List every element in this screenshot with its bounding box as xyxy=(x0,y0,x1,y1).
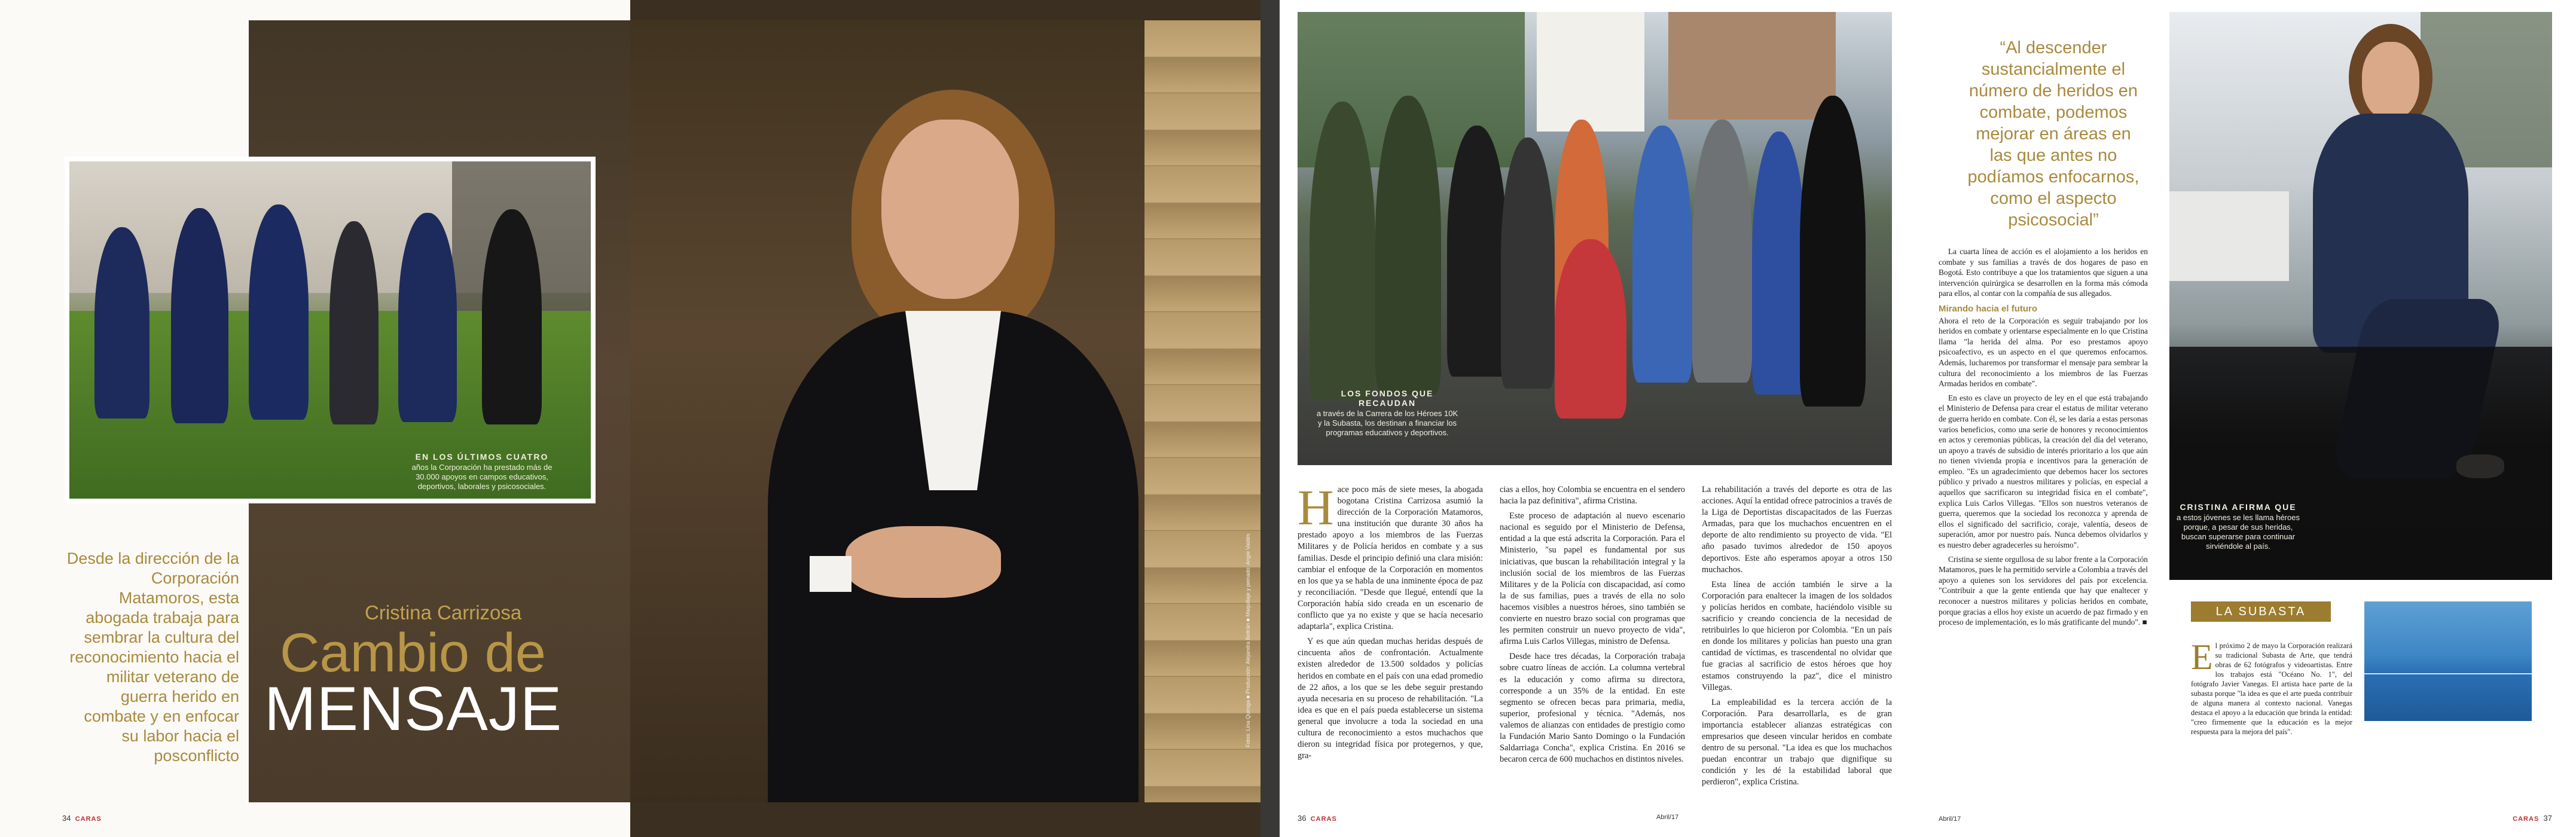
col2-p1: cias a ellos, hoy Colombia se encuentra en el sendero hacia la paz definitiva", afirma Cristina. xyxy=(1500,485,1685,506)
headline-line2: MENSAJE xyxy=(264,674,563,744)
issue-date: Abril/17 xyxy=(1939,815,1961,823)
runner-3 xyxy=(1447,126,1507,377)
sidebar-text: l próximo 2 de mayo la Corporación realizará su tradicional Subasta de Arte, que tendrá obras de 62 fotógrafos y videoartistas. Entre los trabajos está "Océano No. 1", del fotógrafo Javier Vanegas. El artista hace parte de la subasta porque "la idea es que el arte pueda contribuir de alguna manera al contexto nacional. Vanegas destaca el apoyo a la educación que brinda la entidad: "creo firmemente que la educación es la mejor respuesta para la mejora del país". xyxy=(2191,642,2352,736)
person-5 xyxy=(398,213,457,422)
page-35 xyxy=(630,0,1260,837)
column-1 xyxy=(1939,246,2148,631)
group-photo-caption xyxy=(404,452,560,491)
column-3 xyxy=(1702,484,1892,792)
col3-p1: La rehabilitación a través del deporte es otra de las acciones. Aquí la entidad ofrece patrocinios a través de la Liga de Deportistas discapacitados de las Fuerzas Armadas, para que los muchachos encuentren en el deporte de alto rendimiento su proyecto de vida. "El año pasado tuvimos alrededor de 150 apoyos deportivos. Este año esperamos apoyar a otros 150 muchachos. xyxy=(1702,485,1892,575)
col3-p3: La empleabilidad es la tercera acción de la Corporación. Para desarrollarla, es de gran importancia establecer alianzas estratégicas con empresarios que deseen vincular heridos en combate dentro de su personal. "La idea es que los muchachos puedan encontrar un trabajo que dignifique su condición y les dé la estabilidad laboral que perdieron", explica Cristina. xyxy=(1702,697,1892,787)
person-1 xyxy=(94,227,149,418)
col1-p1: La cuarta línea de acción es el alojamiento a los heridos en combate y sus familias a través de dos hogares de paso en Bogotá. Esto contribuye a que los tratamientos que siguen a una intervención quirúrgica se desarrollen en la forma más cómoda para ellos, al contar con la compañía de sus allegados. xyxy=(1939,247,2148,298)
portrait-face xyxy=(2362,42,2419,120)
issue-date: Abril/17 xyxy=(1656,814,1679,821)
col1-p2: Ahora el reto de la Corporación es seguir trabajando por los heridos en combate y orientarse especialmente en lo que Cristina llama "la herida del alma. Por eso prestamos apoyo psicoafectivo, es un aspecto en el que queremos enfocarnos. Además, lucharemos por transformar el mensaje para sembrar la cultura del reconocimiento a los miembros de las Fuerzas Armadas heridos en combate". xyxy=(1939,316,2148,389)
ocean-artwork-photo xyxy=(2364,601,2532,721)
close-quote-mark: ” xyxy=(2093,210,2099,230)
seated-portrait-photo xyxy=(2169,12,2552,580)
runner-1 xyxy=(1310,102,1375,401)
caption-head: CRISTINA AFIRMA QUE xyxy=(2180,502,2297,512)
page-37 xyxy=(1910,0,2576,837)
portrait-face xyxy=(881,120,1019,299)
col1-p3: En esto es clave un proyecto de ley en el que está trabajando el Ministerio de Defensa para crear el estatus de militar veterano de guerra herido en combate. Con él, se les daría a estas personas varios beneficios, como una serie de honores y reconocimientos en actos y ceremonias públicas, la creación del día del veterano, un apoyo a través de subsidio de interés prioritario a los que aún no tienen vivienda propia e incentivos para la generación de empleo. "Es un agradecimiento que debemos hacer los sectores público y privado a nuestros militares y policías, en especial a aquellos que sacrificaron su integridad física en el combate", explica Luis Carlos Villegas. "Ellos son nuestros veteranos de guerra, queremos que la sociedad los reconozca y aprenda de ellos el significado del sacrificio, coraje, valentía, deseos de superación, amor por nuestro país. Nunca debemos olvidarlos y es nuestro deber agradecerles su heroísmo". xyxy=(1939,393,2148,550)
building-right xyxy=(1668,12,1836,120)
person-4 xyxy=(329,221,379,424)
race-group-photo xyxy=(1298,12,1892,465)
sidebar-drop-cap: E xyxy=(2191,637,2213,677)
column-2 xyxy=(1500,484,1685,769)
col1-p4: Cristina se siente orgullosa de su labor frente a la Corporación Matamoros, pues le ha permitido servirle a Colombia a través del apoyo a quienes son los servidores del país por excelencia. "Contribuir a que la gente entienda que hay que enaltecer y reconocer a nuestros militares y policías heridos en combate, porque gracias a ellos hoy existe un acuerdo de paz firmado y en proceso de implementación, es lo más gratificante del mundo". ■ xyxy=(1939,554,2148,627)
race-photo-caption xyxy=(1316,389,1459,438)
caption-body: años la Corporación ha prestado más de 30.000 apoyos en campos educativos, deportivos, laborales y psicosociales. xyxy=(411,463,553,491)
naval-officer xyxy=(1800,96,1866,407)
runner-6 xyxy=(1632,126,1692,383)
page-number: 37 xyxy=(2543,814,2552,823)
page-34 xyxy=(0,0,630,837)
folio xyxy=(1939,814,2552,823)
person-3 xyxy=(249,204,309,420)
sidebar-label: LA SUBASTA xyxy=(2191,601,2331,622)
pull-quote xyxy=(1964,37,2143,231)
runner-2 xyxy=(1375,96,1441,395)
portrait-cuff xyxy=(810,556,851,592)
col1-p2: Y es que aún quedan muchas heridas después de cincuenta años de confrontación. Actualmente existen alrededor de 13.500 soldados y policías heridos en combate en el país con una edad promedio de 22 años, a los que se les debe seguir prestando ayuda necesaria en su proceso de rehabilitación. "La idea es que en el país pueda establecerse un sistema general que involucre a toda la sociedad en una cultura de reconocimiento a estos muchachos que dieron su integridad física por protegernos, y que, gra- xyxy=(1298,637,1483,761)
magazine-brand: CARAS xyxy=(1310,815,1337,823)
group-photo xyxy=(65,157,596,503)
bus xyxy=(2169,191,2289,281)
runner-7 xyxy=(1692,120,1752,383)
col3-p2: Esta línea de acción también le sirve a la Corporación para enaltecer la imagen de los soldados y policías heridos en combate, haciéndolo visible su sacrificio y creando conciencia de la necesidad de retribuirles lo que hicieron por Colombia. "En un país en donde los militares y policías han puesto una gran cantidad de víctimas, es trascendental no olvidar que fue gracias al sacrificio de estos héroes que hoy estamos construyendo la paz", dice el ministro Villegas. xyxy=(1702,579,1892,692)
person-2 xyxy=(171,208,228,423)
column-1 xyxy=(1298,480,1483,765)
banner-backdrop xyxy=(1537,12,1644,132)
wheelchair-athlete xyxy=(1555,239,1626,418)
col1-p1: ace poco más de siete meses, la abogada bogotana Cristina Carrizosa asumió la dirección de la Corporación Matamoros, una institución que durante 30 años ha prestado apoyo a los miembros de las Fuerzas Militares y de Policía heridos en combate y a sus familias. Desde el principio definió una clara misión: cambiar el enfoque de la Corporación en momentos en los que ya se habla de una inminente época de paz y reconciliación. "Desde que llegué, entendí que la Corporación había sido creada en un escenario de conflicto que ya no existe y que se hacía necesario adaptarla", explica Cristina. xyxy=(1298,485,1483,632)
ocean-horizon xyxy=(2364,673,2532,674)
portrait-hands xyxy=(846,526,1001,598)
person-6 xyxy=(482,209,542,424)
col2-p3: Desde hace tres décadas, la Corporación trabaja sobre cuatro líneas de acción. La columna vertebral es la educación y como afirma su directora, corresponde a un 35% de la entidad. En este segmento se ofrecen becas para primaria, media, superior, profesional y técnica. "Además, nos valemos de alianzas con entidades de prestigio como la Fundación Mario Santo Domingo o la Fundación Saldarriaga Concha", explica Cristina. En 2016 se becaron cerca de 600 muchachos en distintos niveles. xyxy=(1500,652,1685,765)
caption-body: a estos jóvenes se les llama héroes porque, a pesar de sus heridas, buscan superarse para continuar sirviéndole al país. xyxy=(2177,513,2300,551)
folio xyxy=(62,814,102,823)
magazine-brand: CARAS xyxy=(2513,815,2540,823)
subject-name: Cristina Carrizosa xyxy=(365,601,522,624)
quote-text: Al descender sustancialmente el número de heridos en combate, podemos mejorar en áreas en las que antes no podíamos enfocarnos, como el aspecto psicosocial xyxy=(1967,38,2139,230)
sidebar-body xyxy=(2191,637,2352,737)
stone-wall xyxy=(1144,20,1260,802)
subhead: Mirando hacia el futuro xyxy=(1939,303,2038,314)
runner-4 xyxy=(1501,138,1555,389)
drop-cap: H xyxy=(1298,480,1334,536)
caption-head: LOS FONDOS QUE RECAUDAN xyxy=(1341,389,1434,408)
headline-line1: Cambio de xyxy=(280,622,546,683)
page-number: 36 xyxy=(1298,814,1307,823)
caption-body: a través de la Carrera de los Héroes 10K y la Subasta, los destinan a financiar los programas educativos y deportivos. xyxy=(1316,409,1458,437)
magazine-brand: CARAS xyxy=(75,815,102,823)
caption-head: EN LOS ÚLTIMOS CUATRO xyxy=(415,452,549,462)
col2-p2: Este proceso de adaptación al nuevo escenario nacional es seguido por el Ministerio de Defensa, entidad a la que está adscrita la Corporación. Para el Ministerio, "su papel es fundamental por sus iniciativas, que buscan la rehabilitación integral y la inclusión social de los miembros de las Fuerzas Militares y de la Policía con discapacidad, así como la de sus familias, pues a través de ella no solo hacemos visibles a nuestros héroes, sino también se convierte en nuestro brazo social con programas que les permiten construir un nuevo proyecto de vida", afirma Luis Carlos Villegas, ministro de Defensa. xyxy=(1500,511,1685,647)
page-number: 34 xyxy=(62,814,71,823)
open-quote-mark: “ xyxy=(2000,38,2006,57)
folio xyxy=(1298,814,1892,823)
deck-text: Desde la dirección de la Corporación Matamoros, esta abogada trabaja para sembrar la cultura del reconocimiento hacia el militar veterano de guerra herido en combate y en enfocar su labor hacia el posconflicto xyxy=(66,549,239,765)
page-36 xyxy=(1280,0,1910,837)
portrait-caption xyxy=(2175,502,2301,551)
runner-8 xyxy=(1752,132,1806,395)
